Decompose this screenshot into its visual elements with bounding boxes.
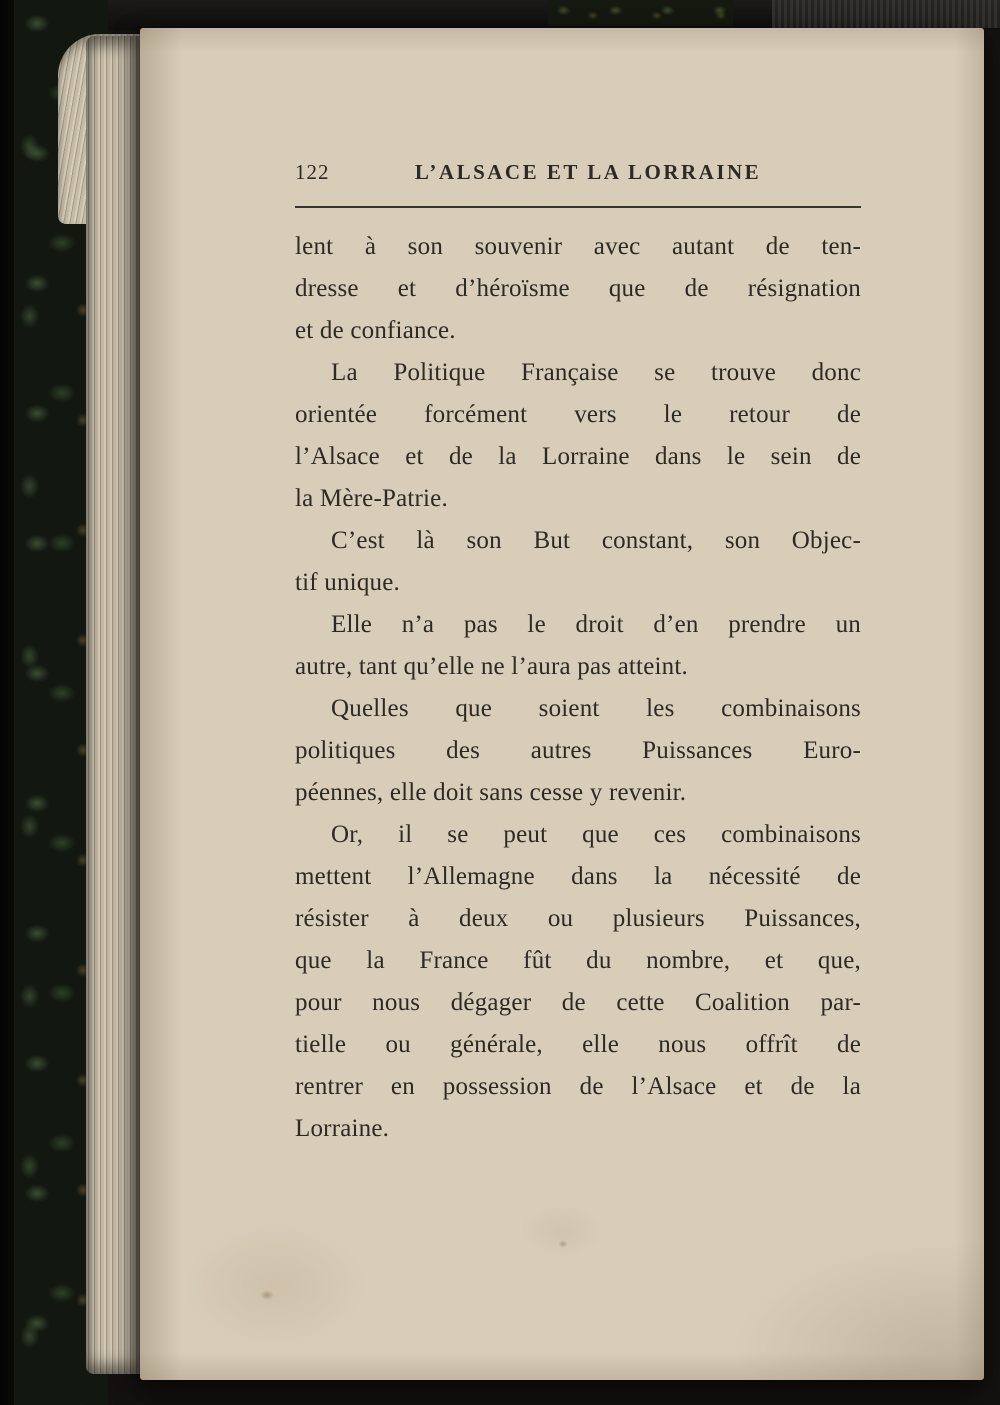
running-title: L’ALSACE ET LA LORRAINE [414,160,762,184]
text-line: mettent l’Allemagne dans la nécessité de [295,863,861,890]
text-line: Lorraine. [295,1115,390,1142]
text-line: et de confiance. [295,317,456,344]
binding-marble-patch [548,0,733,26]
text-line: tielle ou générale, elle nous offrît de [295,1031,861,1058]
text-line: la Mère-Patrie. [295,485,448,512]
paragraph [295,814,861,1150]
text-column [295,160,861,1150]
page-number: 122 [295,160,330,184]
text-line: Or, il se peut que ces combinaisons [331,821,861,848]
text-line: pour nous dégager de cette Coalition par- [295,989,861,1016]
text-line: orientée forcément vers le retour de [295,401,861,428]
text-line: l’Alsace et de la Lorraine dans le sein de [295,443,861,470]
page-stack-edges [86,36,144,1374]
book-page [140,28,984,1380]
text-line: rentrer en possession de l’Alsace et de la [295,1073,861,1100]
text-line: Quelles que soient les combinaisons [331,695,861,722]
paragraph [295,520,861,604]
text-line: C’est là son But constant, son Objec- [331,527,861,554]
text-line: lent à son souvenir avec autant de ten- [295,233,861,260]
paragraph [295,226,861,352]
text-line: Elle n’a pas le droit d’en prendre un [331,611,861,638]
text-line: tif unique. [295,569,400,596]
text-line: politiques des autres Puissances Euro- [295,737,861,764]
paragraph [295,604,861,688]
paragraph [295,688,861,814]
header-rule [295,206,861,208]
text-line: La Politique Française se trouve donc [331,359,861,386]
body-text [295,226,861,1150]
paper-stain [260,1290,274,1300]
page-header [295,160,861,194]
binding-cloth-patch [772,0,1000,28]
paragraph [295,352,861,520]
text-line: que la France fût du nombre, et que, [295,947,861,974]
paper-stain [558,1240,568,1248]
text-line: péennes, elle doit sans cesse y revenir. [295,779,687,806]
text-line: résister à deux ou plusieurs Puissances, [295,905,861,932]
text-line: dresse et d’héroïsme que de résignation [295,275,861,302]
text-line: autre, tant qu’elle ne l’aura pas atteint. [295,653,688,680]
